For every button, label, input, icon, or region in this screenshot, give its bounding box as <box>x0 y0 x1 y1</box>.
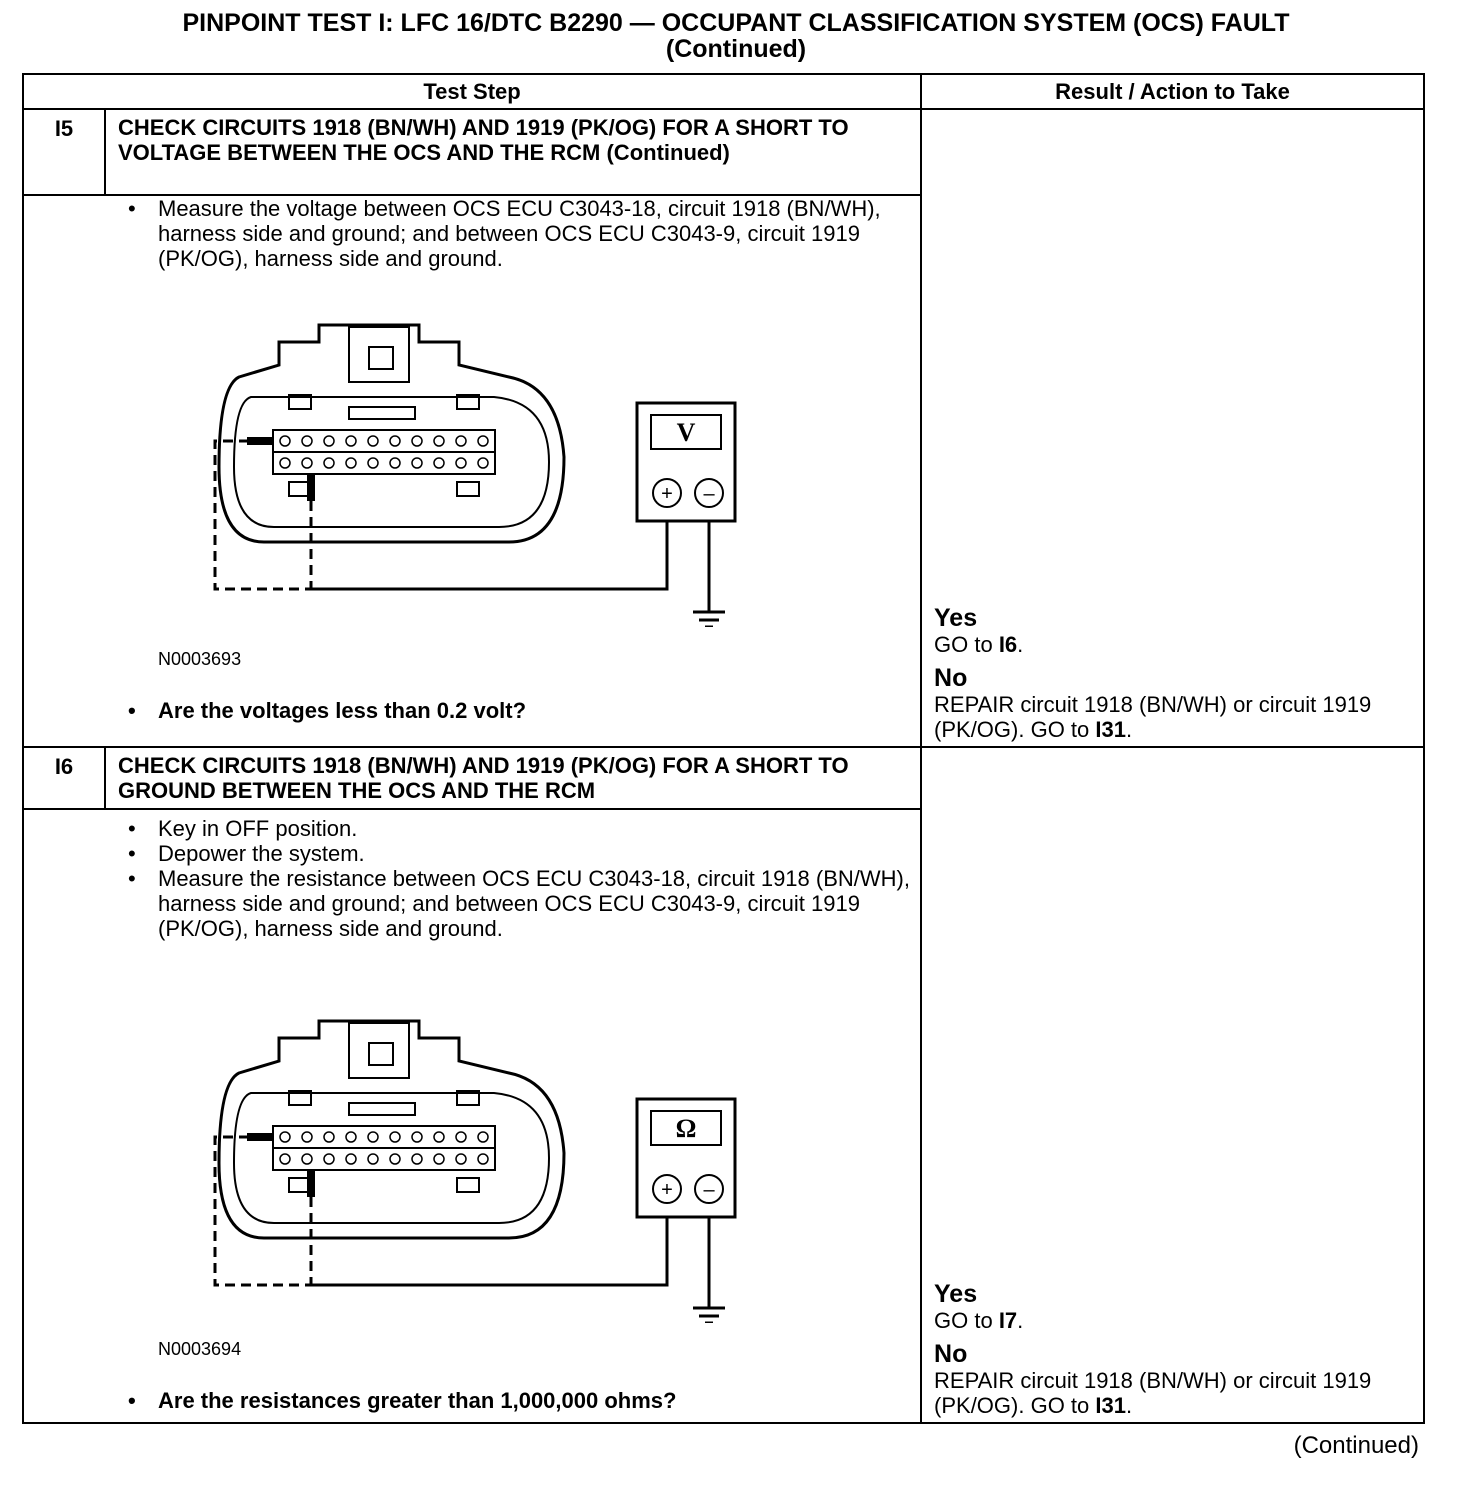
step-id: I6 <box>23 747 105 809</box>
yes-action: GO to I7. <box>934 1308 1024 1333</box>
step-question: • Are the voltages less than 0.2 volt? <box>122 698 920 723</box>
connector-voltmeter-diagram <box>179 307 739 627</box>
question-list <box>122 1388 920 1413</box>
page-title-continued: (Continued) <box>665 35 807 63</box>
figure-id: N0003694 <box>158 1339 242 1359</box>
svg-text:–: – <box>703 1179 715 1201</box>
instruction-list <box>122 196 920 271</box>
step-id: I5 <box>23 109 105 195</box>
meter-symbol: Ω <box>675 1114 697 1143</box>
yes-target-link[interactable]: I7 <box>998 1308 1018 1333</box>
instruction-list <box>122 816 920 941</box>
no-target-link[interactable]: I31 <box>1095 717 1126 742</box>
result-cell <box>921 747 1424 1423</box>
no-action: REPAIR circuit 1918 (BN/WH) or circuit 1919 (PK/OG). GO to I31. <box>934 1368 1372 1418</box>
connector-ohmmeter-diagram <box>179 1003 739 1323</box>
header-test-step: Test Step <box>23 74 921 109</box>
header-result: Result / Action to Take <box>921 74 1424 109</box>
svg-text:+: + <box>661 1179 673 1201</box>
step-body <box>23 195 921 747</box>
page-title: PINPOINT TEST I: LFC 16/DTC B2290 — OCCUPANT CLASSIFICATION SYSTEM (OCS) FAULT <box>182 9 1290 37</box>
yes-action: GO to I6. <box>934 632 1024 657</box>
figure-id: N0003693 <box>158 649 242 669</box>
svg-text:+: + <box>661 483 673 505</box>
instruction-item: • Key in OFF position. <box>122 816 920 841</box>
step-heading: CHECK CIRCUITS 1918 (BN/WH) AND 1919 (PK/OG) FOR A SHORT TO GROUND BETWEEN THE OCS AND THE RCM <box>105 747 921 809</box>
yes-label: Yes <box>934 1280 978 1308</box>
instruction-item: • Depower the system. <box>122 841 920 866</box>
no-label: No <box>934 1340 968 1368</box>
svg-text:–: – <box>703 483 715 505</box>
no-action: REPAIR circuit 1918 (BN/WH) or circuit 1919 (PK/OG). GO to I31. <box>934 692 1372 742</box>
yes-label: Yes <box>934 604 978 632</box>
step-heading: CHECK CIRCUITS 1918 (BN/WH) AND 1919 (PK/OG) FOR A SHORT TO VOLTAGE BETWEEN THE OCS AND THE RCM (Continued) <box>105 109 921 195</box>
question-list <box>122 698 920 723</box>
step-body <box>23 809 921 1423</box>
meter-symbol: V <box>676 418 696 447</box>
yes-target-link[interactable]: I6 <box>998 632 1018 657</box>
no-target-link[interactable]: I31 <box>1095 1393 1126 1418</box>
result-cell <box>921 109 1424 747</box>
instruction-item: • Measure the voltage between OCS ECU C3043-18, circuit 1918 (BN/WH), harness side and ground; and between OCS ECU C3043-9, circuit 1919 (PK/OG), harness side and ground. <box>122 196 920 271</box>
step-question: • Are the resistances greater than 1,000,000 ohms? <box>122 1388 920 1413</box>
no-label: No <box>934 664 968 692</box>
instruction-item: • Measure the resistance between OCS ECU C3043-18, circuit 1918 (BN/WH), harness side and ground; and between OCS ECU C3043-9, circuit 1919 (PK/OG), harness side and ground. <box>122 866 920 941</box>
pinpoint-test-table <box>22 73 1425 1424</box>
continued-footer: (Continued) <box>1293 1432 1419 1459</box>
